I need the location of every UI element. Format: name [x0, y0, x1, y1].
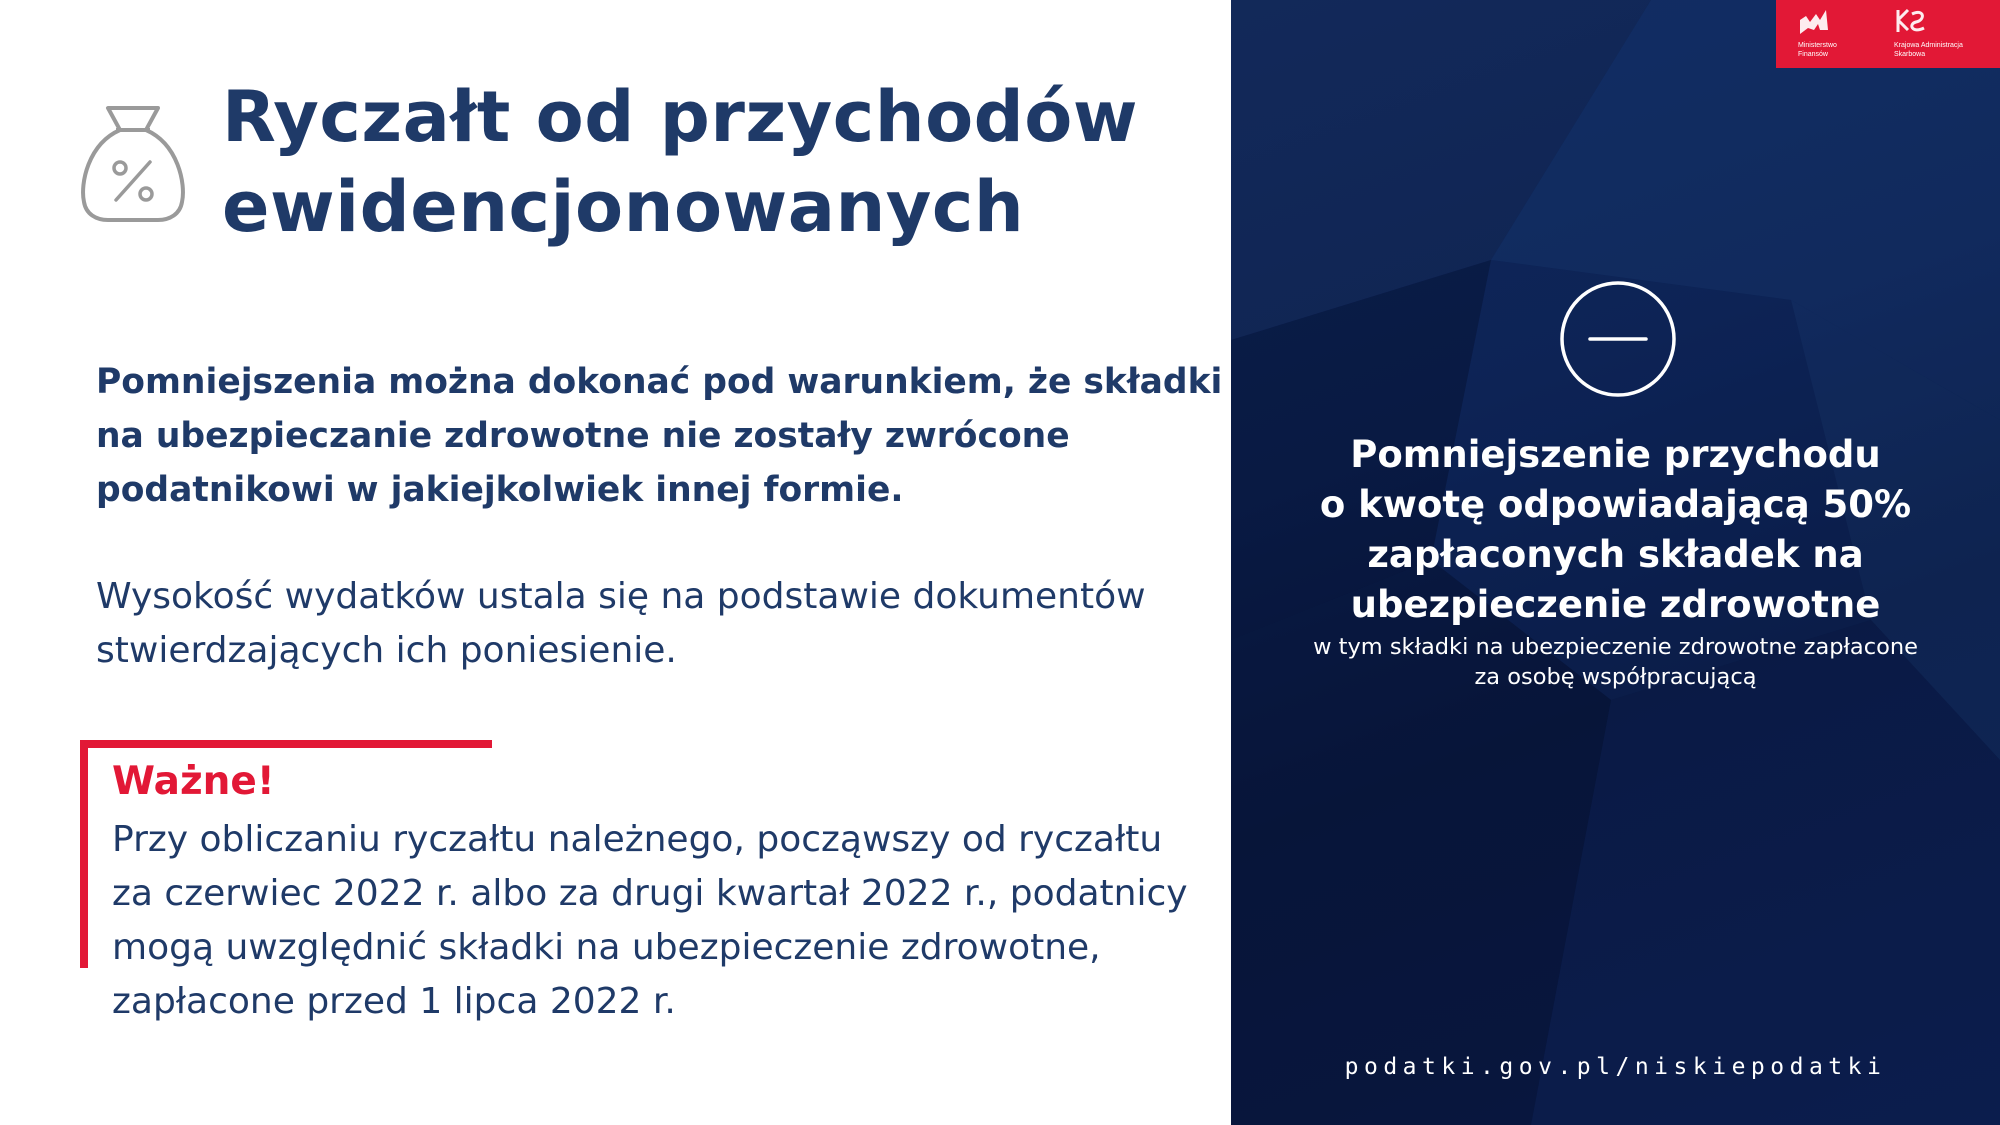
page-title-line-1: Ryczałt od przychodów: [222, 76, 1139, 158]
expenses-note-line-2: stwierdzających ich poniesienie.: [96, 630, 677, 671]
reduction-subtext-line-1: w tym składki na ubezpieczenie zdrowotne zapłacone: [1313, 634, 1918, 660]
condition-line-3: podatnikowi w jakiejkolwiek innej formie.: [96, 470, 904, 510]
minus-circle-icon: [1559, 280, 1677, 398]
mf-name-line-1: Ministerstwo: [1798, 42, 1837, 49]
page-title: [222, 72, 1182, 252]
right-panel: [1231, 0, 2000, 1125]
reduction-heading-line-4: ubezpieczenie zdrowotne: [1350, 583, 1881, 626]
important-border-vertical: [80, 740, 88, 968]
money-bag-percent-icon: [78, 104, 188, 224]
important-text: [112, 813, 1212, 1029]
reduction-subtext-line-2: za osobę współpracującą: [1474, 664, 1757, 690]
reduction-subtext: [1231, 632, 2000, 692]
page-title-line-2: ewidencjonowanych: [222, 166, 1025, 248]
ministry-logos: [1776, 0, 2000, 68]
reduction-heading-line-3: zapłaconych składek na: [1367, 533, 1864, 576]
mf-kas-logo-icon: [1776, 0, 2000, 68]
important-label: Ważne!: [112, 759, 275, 804]
website-url: podatki.gov.pl/niskiepodatki: [1344, 1054, 1887, 1080]
important-line-2: za czerwiec 2022 r. albo za drugi kwartał 2022 r., podatnicy: [112, 873, 1188, 914]
kas-name-line-1: Krajowa Administracja: [1894, 42, 1963, 49]
important-border-horizontal: [80, 740, 492, 748]
important-line-3: mogą uwzględnić składki na ubezpieczenie zdrowotne,: [112, 927, 1101, 968]
reduction-heading-line-1: Pomniejszenie przychodu: [1350, 433, 1881, 476]
reduction-heading: [1231, 430, 2000, 630]
mf-name-line-2: Finansów: [1798, 51, 1828, 58]
important-line-1: Przy obliczaniu ryczałtu należnego, począwszy od ryczałtu: [112, 819, 1163, 860]
condition-line-2: na ubezpieczanie zdrowotne nie zostały zwrócone: [96, 416, 1070, 456]
expenses-note: [96, 570, 1216, 678]
reduction-heading-line-2: o kwotę odpowiadającą 50%: [1319, 483, 1912, 526]
kas-name-line-2: Skarbowa: [1894, 51, 1926, 58]
expenses-note-line-1: Wysokość wydatków ustala się na podstawie dokumentów: [96, 576, 1146, 617]
condition-line-1: Pomniejszenia można dokonać pod warunkiem, że składki: [96, 362, 1223, 402]
condition-paragraph: [96, 355, 1223, 517]
important-line-4: zapłacone przed 1 lipca 2022 r.: [112, 981, 676, 1022]
